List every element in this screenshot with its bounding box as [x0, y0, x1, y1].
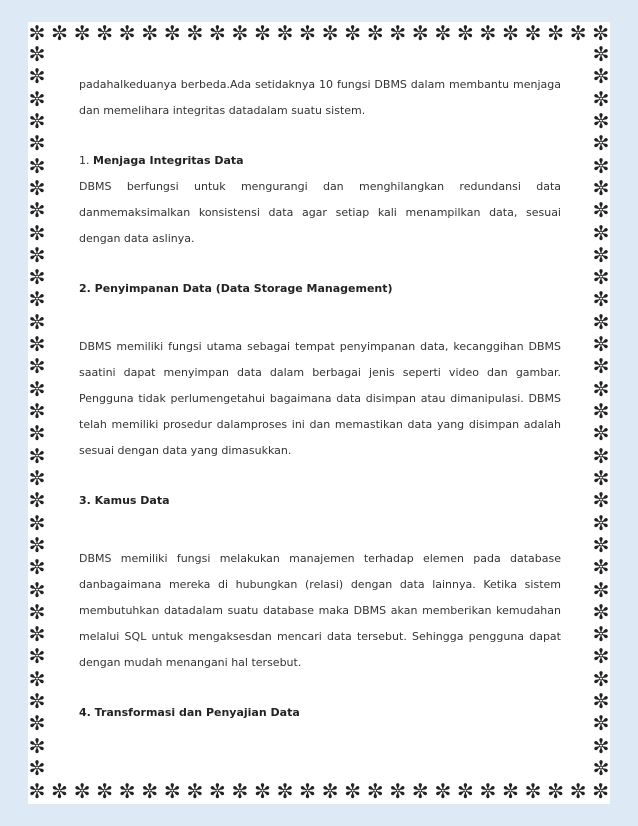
border-star-icon: ✼	[592, 220, 610, 245]
border-star-icon: ✼	[231, 21, 249, 45]
border-star-icon: ✼	[73, 21, 91, 45]
border-star-icon: ✼	[592, 465, 610, 490]
heading-3: 3. Kamus Data	[79, 494, 170, 507]
border-star-icon: ✼	[28, 108, 46, 133]
border-star-icon: ✼	[366, 21, 384, 45]
border-star-icon: ✼	[321, 779, 339, 803]
border-star-icon: ✼	[592, 86, 610, 111]
heading-1-text: Menjaga Integritas Data	[93, 154, 244, 167]
border-star-icon: ✼	[231, 779, 249, 803]
border-star-icon: ✼	[254, 21, 271, 45]
border-star-icon: ✼	[28, 510, 46, 535]
decorative-border-bottom	[26, 780, 612, 802]
border-star-icon: ✼	[344, 21, 362, 45]
border-star-icon: ✼	[592, 421, 610, 446]
border-star-icon: ✼	[28, 779, 46, 803]
border-star-icon: ✼	[389, 779, 407, 803]
border-star-icon: ✼	[73, 779, 91, 803]
border-star-icon: ✼	[569, 779, 587, 803]
border-star-icon: ✼	[592, 399, 610, 423]
border-star-icon: ✼	[208, 779, 226, 803]
border-star-icon: ✼	[592, 555, 610, 580]
border-star-icon: ✼	[592, 309, 610, 334]
border-star-icon: ✼	[28, 443, 46, 468]
border-star-icon: ✼	[592, 532, 610, 557]
border-star-icon: ✼	[592, 756, 610, 780]
border-star-icon: ✼	[479, 21, 497, 45]
border-star-icon: ✼	[592, 153, 610, 178]
border-star-icon: ✼	[592, 779, 610, 803]
border-star-icon: ✼	[366, 779, 384, 803]
border-star-icon: ✼	[28, 644, 46, 669]
border-star-icon: ✼	[457, 779, 474, 803]
border-star-icon: ✼	[592, 64, 610, 89]
document-body	[79, 72, 561, 726]
border-star-icon: ✼	[524, 779, 542, 803]
border-star-icon: ✼	[592, 287, 610, 312]
border-star-icon: ✼	[592, 599, 610, 624]
border-star-icon: ✼	[592, 354, 610, 379]
border-star-icon: ✼	[592, 198, 610, 223]
border-star-icon: ✼	[411, 21, 429, 45]
paragraph-3: DBMS memiliki fungsi melakukan manajemen terhadap elemen pada database danbagaimana mereka di hubungkan (relasi) dengan data lainnya. Ketika sistem membutuhkan datadalam suatu database maka DBMS akan memberikan kemudahan melalui SQL untuk mengaksesdan mencari data tersebut. Sehingga pengguna dapat dengan mudah menangani hal tersebut.	[79, 552, 561, 669]
border-star-icon: ✼	[118, 21, 136, 45]
border-star-icon: ✼	[163, 779, 181, 803]
border-star-icon: ✼	[28, 465, 46, 490]
border-star-icon: ✼	[28, 711, 46, 736]
border-star-icon: ✼	[592, 265, 610, 290]
border-star-icon: ✼	[96, 779, 114, 803]
border-star-icon: ✼	[28, 287, 46, 312]
border-star-icon: ✼	[592, 644, 610, 669]
border-star-icon: ✼	[28, 86, 46, 111]
border-star-icon: ✼	[28, 376, 46, 401]
border-star-icon: ✼	[28, 421, 46, 446]
border-star-icon: ✼	[592, 488, 610, 513]
border-star-icon: ✼	[28, 756, 46, 780]
border-star-icon: ✼	[502, 779, 519, 803]
border-star-icon: ✼	[28, 733, 46, 758]
border-star-icon: ✼	[434, 779, 452, 803]
border-star-icon: ✼	[28, 175, 46, 200]
border-star-icon: ✼	[186, 21, 204, 45]
border-star-icon: ✼	[592, 711, 610, 736]
border-star-icon: ✼	[28, 309, 46, 334]
border-star-icon: ✼	[118, 779, 136, 803]
border-star-icon: ✼	[344, 779, 362, 803]
border-star-icon: ✼	[28, 64, 46, 89]
border-star-icon: ✼	[28, 242, 46, 267]
border-star-icon: ✼	[592, 666, 610, 691]
border-star-icon: ✼	[434, 21, 452, 45]
decorative-border-top	[26, 22, 612, 44]
border-star-icon: ✼	[547, 779, 564, 803]
border-star-icon: ✼	[28, 153, 46, 178]
heading-1-number: 1.	[79, 154, 90, 167]
border-star-icon: ✼	[592, 510, 610, 535]
heading-2: 2. Penyimpanan Data (Data Storage Management)	[79, 282, 393, 295]
border-star-icon: ✼	[592, 376, 610, 401]
border-star-icon: ✼	[592, 42, 610, 66]
border-star-icon: ✼	[592, 443, 610, 468]
border-star-icon: ✼	[479, 779, 497, 803]
border-star-icon: ✼	[28, 354, 46, 379]
border-star-icon: ✼	[28, 42, 46, 66]
border-star-icon: ✼	[321, 21, 339, 45]
paragraph-2: DBMS memiliki fungsi utama sebagai tempat penyimpanan data, kecanggihan DBMS saatini dapat menyimpan data dalam berbagai jenis seperti video dan gambar. Pengguna tidak perlumengetahui bagaimana data disimpan atau dimanipulasi. DBMS telah memiliki prosedur dalamproses ini dan memastikan data yang disimpan adalah sesuai dengan data yang dimasukkan.	[79, 340, 561, 457]
border-star-icon: ✼	[28, 577, 46, 602]
border-star-icon: ✼	[28, 532, 46, 557]
border-star-icon: ✼	[28, 666, 46, 691]
border-star-icon: ✼	[254, 779, 271, 803]
border-star-icon: ✼	[524, 21, 542, 45]
border-star-icon: ✼	[28, 131, 46, 156]
border-star-icon: ✼	[502, 21, 519, 45]
border-star-icon: ✼	[457, 21, 474, 45]
border-star-icon: ✼	[592, 21, 610, 45]
border-star-icon: ✼	[592, 242, 610, 267]
border-star-icon: ✼	[163, 21, 181, 45]
intro-paragraph: padahalkeduanya berbeda.Ada setidaknya 10 fungsi DBMS dalam membantu menjaga dan memelihara integritas datadalam suatu sistem.	[79, 78, 561, 117]
border-star-icon: ✼	[592, 622, 610, 647]
border-star-icon: ✼	[592, 577, 610, 602]
border-star-icon: ✼	[276, 779, 294, 803]
border-star-icon: ✼	[28, 332, 46, 357]
border-star-icon: ✼	[299, 779, 316, 803]
border-star-icon: ✼	[28, 488, 46, 513]
border-star-icon: ✼	[28, 555, 46, 580]
border-star-icon: ✼	[28, 599, 46, 624]
border-star-icon: ✼	[51, 21, 68, 45]
border-star-icon: ✼	[592, 689, 610, 714]
border-star-icon: ✼	[28, 689, 46, 714]
border-star-icon: ✼	[28, 220, 46, 245]
border-star-icon: ✼	[28, 21, 46, 45]
border-star-icon: ✼	[141, 21, 159, 45]
border-star-icon: ✼	[28, 622, 46, 647]
border-star-icon: ✼	[592, 131, 610, 156]
border-star-icon: ✼	[186, 779, 204, 803]
decorative-border-right	[590, 44, 612, 778]
decorative-border-left	[26, 44, 48, 778]
border-star-icon: ✼	[592, 108, 610, 133]
border-star-icon: ✼	[411, 779, 429, 803]
border-star-icon: ✼	[592, 733, 610, 758]
border-star-icon: ✼	[592, 175, 610, 200]
border-star-icon: ✼	[28, 198, 46, 223]
border-star-icon: ✼	[96, 21, 114, 45]
border-star-icon: ✼	[208, 21, 226, 45]
border-star-icon: ✼	[141, 779, 159, 803]
heading-4: 4. Transformasi dan Penyajian Data	[79, 706, 300, 719]
paragraph-1: DBMS berfungsi untuk mengurangi dan menghilangkan redundansi data danmemaksimalkan konsistensi data agar setiap kali menampilkan data, sesuai dengan data aslinya.	[79, 180, 561, 245]
border-star-icon: ✼	[389, 21, 407, 45]
border-star-icon: ✼	[569, 21, 587, 45]
border-star-icon: ✼	[276, 21, 294, 45]
heading-1	[79, 148, 561, 174]
border-star-icon: ✼	[592, 332, 610, 357]
border-star-icon: ✼	[547, 21, 564, 45]
border-star-icon: ✼	[299, 21, 316, 45]
border-star-icon: ✼	[28, 265, 46, 290]
border-star-icon: ✼	[51, 779, 68, 803]
border-star-icon: ✼	[28, 399, 46, 423]
